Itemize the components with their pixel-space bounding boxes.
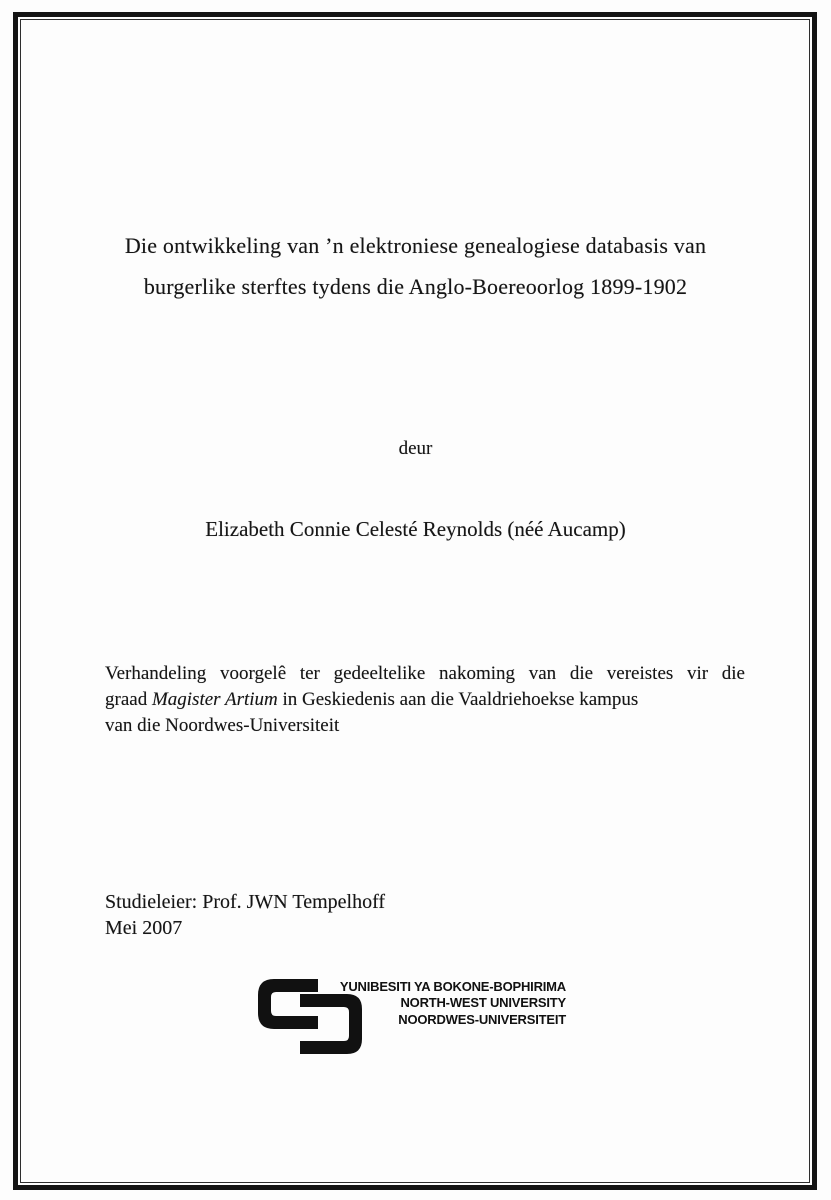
- byline-deur: deur: [398, 438, 433, 459]
- submission-line-1: Verhandeling voorgelê ter gedeeltelike nakoming van die vereistes vir die: [105, 663, 745, 684]
- logo-wordmark: [260, 979, 566, 1028]
- submission-statement: [105, 661, 745, 739]
- university-logo: [258, 977, 568, 1057]
- degree-name: Magister Artium: [151, 689, 278, 710]
- submission-line-2-pre: graad: [105, 689, 152, 710]
- logo-wordmark-english: NORTH-WEST UNIVERSITY: [400, 995, 566, 1011]
- supervisor-date-block: [105, 889, 385, 941]
- date-line: Mei 2007: [105, 917, 183, 939]
- submission-line-2-post: in Geskiedenis aan die Vaaldriehoekse kampus: [277, 689, 639, 710]
- submission-line-2: [105, 687, 745, 713]
- logo-wordmark-setswana: YUNIBESITI YA BOKONE-BOPHIRIMA: [339, 979, 566, 994]
- thesis-title-line-2: burgerlike sterftes tydens die Anglo-Boereoorlog 1899-1902: [143, 273, 688, 299]
- supervisor-line: Studieleier: Prof. JWN Tempelhoff: [105, 891, 386, 913]
- thesis-title-line-1: Die ontwikkeling van ’n elektroniese genealogiese databasis van: [124, 232, 707, 258]
- author-name: Elizabeth Connie Celesté Reynolds (néé Aucamp): [205, 517, 626, 541]
- logo-wordmark-afrikaans: NOORDWES-UNIVERSITEIT: [398, 1011, 566, 1027]
- thesis-title: [60, 225, 771, 307]
- submission-line-3: van die Noordwes-Universiteit: [105, 715, 340, 736]
